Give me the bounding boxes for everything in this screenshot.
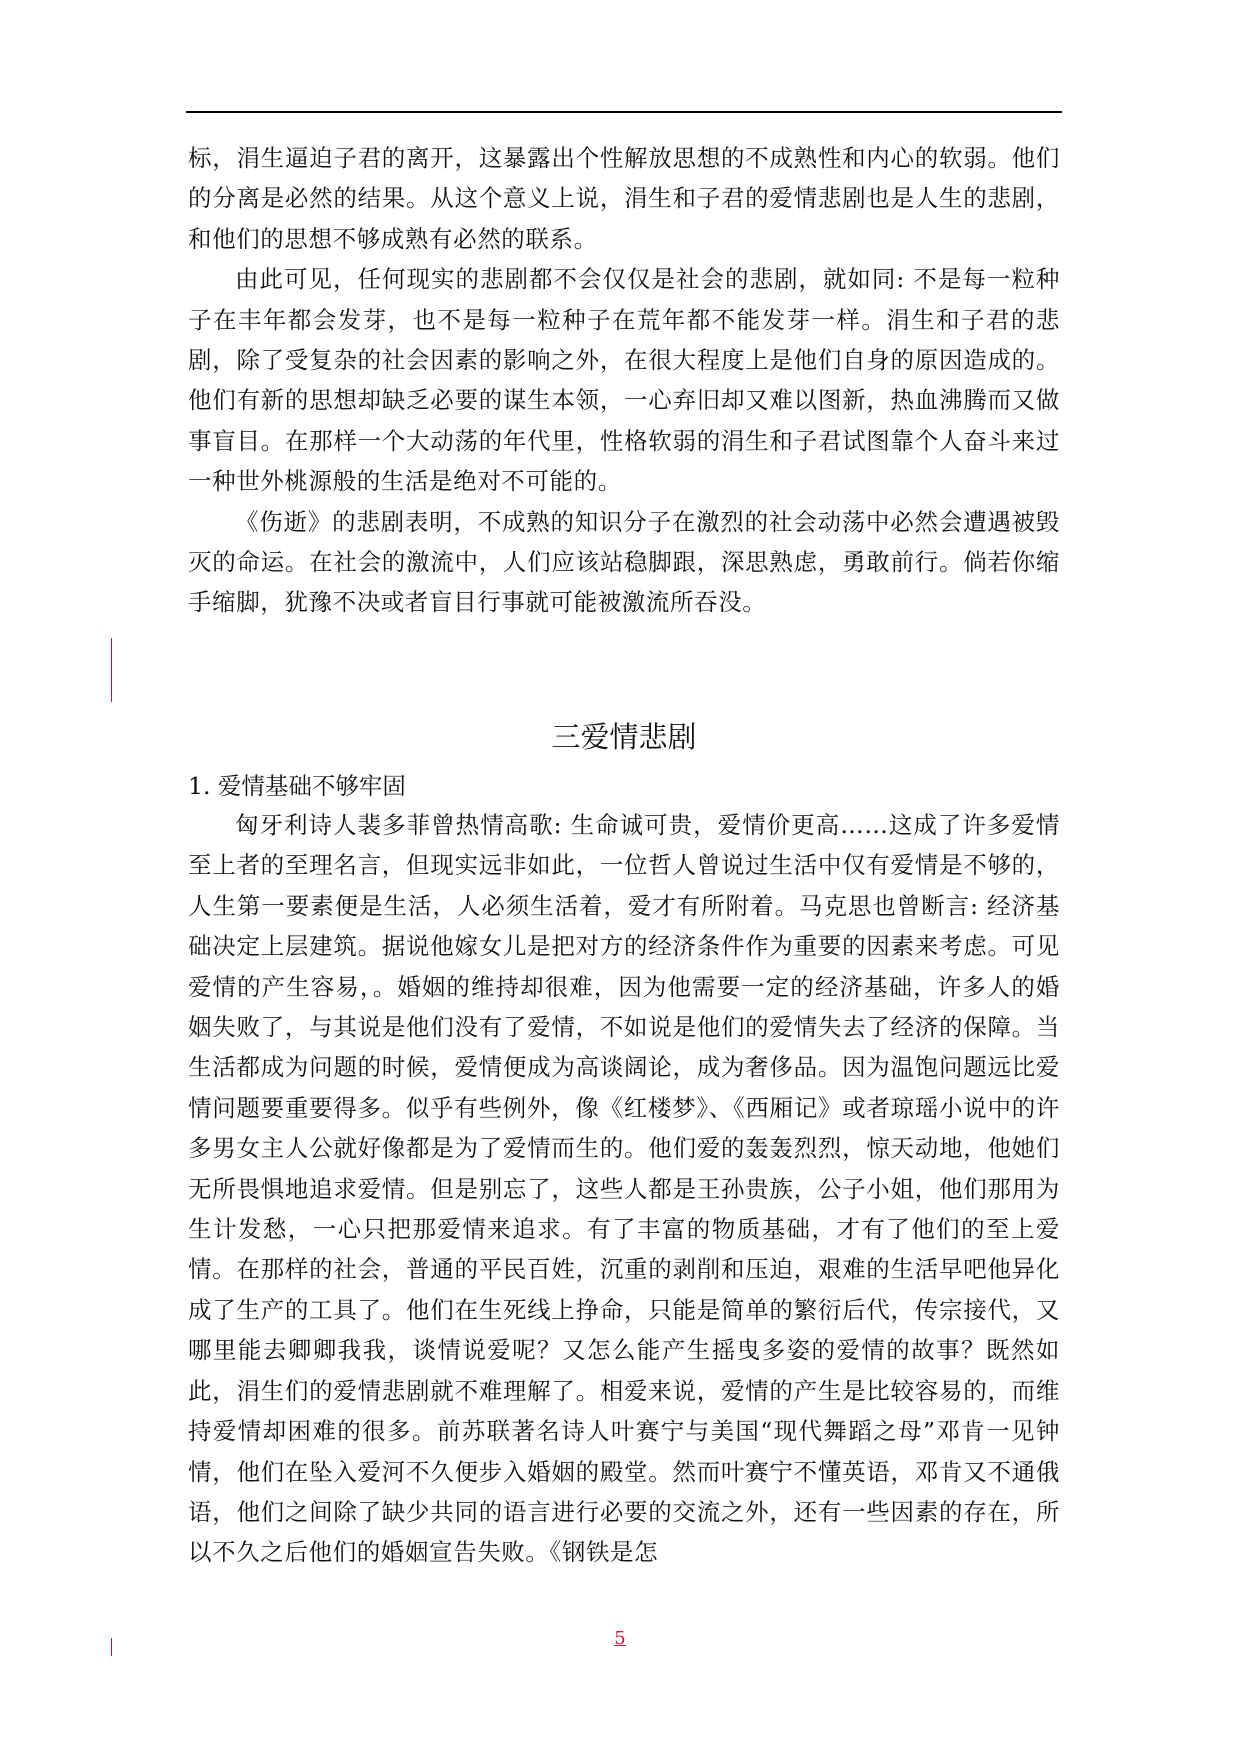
subheading: 1. 爱情基础不够牢固 [188,772,406,800]
section-title: 三爱情悲剧 [551,720,697,754]
paragraph: 匈牙利诗人裴多菲曾热情高歌: 生命诚可贵，爱情价更高……这成了许多爱情至上者的至理名言，但现实远非如此，一位哲人曾说过生活中仅有爱情是不够的，人生第一要素便是生活，人必须生活着，爱才有所附着。马克思也曾断言: 经济基础决定上层建筑。据说他嫁女儿是把对方的经济条件作为重要的因素来考虑。可见爱情的产生容易，。婚姻的维持却很难，因为他需要一定的经济基础，许多人的婚姻失败了，与其说是他们没有了爱情，不如说是他们的爱情失去了经济的保障。当生活都成为问题的时候，爱情便成为高谈阔论，成为奢侈品。因为温饱问题远比爱情问题要重要得多。似乎有些例外，像《红楼梦》、《西厢记》或者琼瑶小说中的许多男女主人公就好像都是为了爱情而生的。他们爱的轰轰烈烈，惊天动地，他她们无所畏惧地追求爱情。但是别忘了，这些人都是王孙贵族，公子小姐，他们那用为生计发愁，一心只把那爱情来追求。有了丰富的物质基础，才有了他们的至上爱情。在那样的社会，普通的平民百姓，沉重的剥削和压迫，艰难的生活早吧他异化成了生产的工具了。他们在生死线上挣命，只能是简单的繁衍后代，传宗接代，又哪里能去卿卿我我，谈情说爱呢？又怎么能产生摇曳多姿的爱情的故事？既然如此，涓生们的爱情悲剧就不难理解了。相爱来说，爱情的产生是比较容易的，而维持爱情却困难的很多。前苏联著名诗人叶赛宁与美国“现代舞蹈之母”邓肯一见钟情，他们在坠入爱河不久便步入婚姻的殿堂。然而叶赛宁不懂英语，邓肯又不通俄语，他们之间除了缺少共同的语言进行必要的交流之外，还有一些因素的存在，所以不久之后他们的婚姻宣告失败。《钢铁是怎 [188,811,1060,1567]
header-rule [186,111,1062,113]
revision-bar [111,1638,112,1656]
revision-bar [111,638,112,702]
paragraph: 《伤逝》的悲剧表明，不成熟的知识分子在激烈的社会动荡中必然会遭遇被毁灭的命运。在社会的激流中，人们应该站稳脚跟，深思熟虑，勇敢前行。倘若你缩手缩脚，犹豫不决或者盲目行事就可能被激流所吞没。 [188,507,1060,617]
top-text-block [188,138,1060,623]
paragraph: 由此可见，任何现实的悲剧都不会仅仅是社会的悲剧，就如同: 不是每一粒种子在丰年都会发芽，也不是每一粒种子在荒年都不能发芽一样。涓生和子君的悲剧，除了受复杂的社会因素的影响之外，在很大程度上是他们自身的原因造成的。他们有新的思想却缺乏必要的谋生本领，一心弃旧却又难以图新，热血沸腾而又做事盲目。在那样一个大动荡的年代里，性格软弱的涓生和子君试图靠个人奋斗来过一种世外桃源般的生活是绝对不可能的。 [188,265,1060,496]
body-text-block [188,805,1060,1573]
paragraph: 标，涓生逼迫子君的离开，这暴露出个性解放思想的不成熟性和内心的软弱。他们的分离是必然的结果。从这个意义上说，涓生和子君的爱情悲剧也是人生的悲剧，和他们的思想不够成熟有必然的联系。 [188,144,1060,253]
page-number: 5 [614,1628,626,1649]
